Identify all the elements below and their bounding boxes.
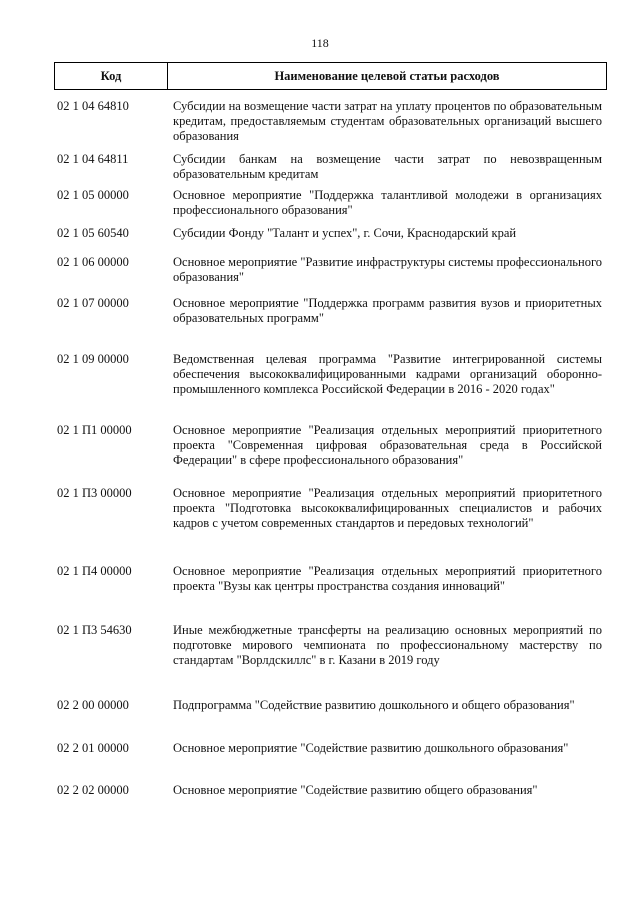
row-name: Ведомственная целевая программа "Развитие интегрированной системы обеспечения высококвалифицированными кадрами организаций оборонно-промышленного комплекса Российской Федерации в 2016 - 2020 годах" [173,352,602,396]
row-code: 02 2 01 00000 [57,741,129,755]
row-name: Основное мероприятие "Содействие развитию общего образования" [173,783,538,797]
row-code: 02 1 06 00000 [57,255,129,269]
row-name: Подпрограмма "Содействие развитию дошкольного и общего образования" [173,698,575,712]
row-code: 02 1 П4 00000 [57,564,132,578]
row-code: 02 2 02 00000 [57,783,129,797]
row-code: 02 1 04 64811 [57,152,129,166]
row-name: Основное мероприятие "Реализация отдельных мероприятий приоритетного проекта "Подготовка высококвалифицированных специалистов и рабочих кадров с учетом современных стандартов и передовых технологий" [173,486,602,530]
table-header [54,62,607,90]
row-name: Основное мероприятие "Поддержка программ развития вузов и приоритетных образовательных программ" [173,296,602,325]
row-name: Основное мероприятие "Реализация отдельных мероприятий приоритетного проекта "Современная цифровая образовательная среда в Российской Федерации" в сфере профессионального образования" [173,423,602,467]
row-code: 02 1 05 00000 [57,188,129,202]
header-code: Код [55,63,168,89]
row-code: 02 2 00 00000 [57,698,129,712]
row-code: 02 1 04 64810 [57,99,129,113]
header-name: Наименование целевой статьи расходов [274,68,500,83]
row-name: Основное мероприятие "Содействие развитию дошкольного образования" [173,741,569,755]
row-name: Субсидии Фонду "Талант и успех", г. Сочи, Краснодарский край [173,226,517,240]
row-name: Субсидии банкам на возмещение части затрат по невозвращенным образовательным кредитам [173,152,602,181]
page-number: 118 [311,36,329,50]
row-name: Иные межбюджетные трансферты на реализацию основных мероприятий по подготовке мирового чемпионата по профессиональному мастерству по стандартам "Ворлдскиллс" в г. Казани в 2019 году [173,623,602,667]
row-code: 02 1 П3 00000 [57,486,132,500]
row-code: 02 1 05 60540 [57,226,129,240]
row-code: 02 1 П1 00000 [57,423,132,437]
row-name: Основное мероприятие "Поддержка талантливой молодежи в организациях профессионального образования" [173,188,602,217]
row-code: 02 1 09 00000 [57,352,129,366]
row-name: Основное мероприятие "Развитие инфраструктуры системы профессионального образования" [173,255,603,284]
row-name: Субсидии на возмещение части затрат на уплату процентов по образовательным кредитам, предоставляемым студентам образовательных организаций высшего образования [173,99,602,143]
row-code: 02 1 07 00000 [57,296,129,310]
row-name: Основное мероприятие "Реализация отдельных мероприятий приоритетного проекта "Вузы как центры пространства создания инноваций" [173,564,602,593]
row-code: 02 1 П3 54630 [57,623,132,637]
